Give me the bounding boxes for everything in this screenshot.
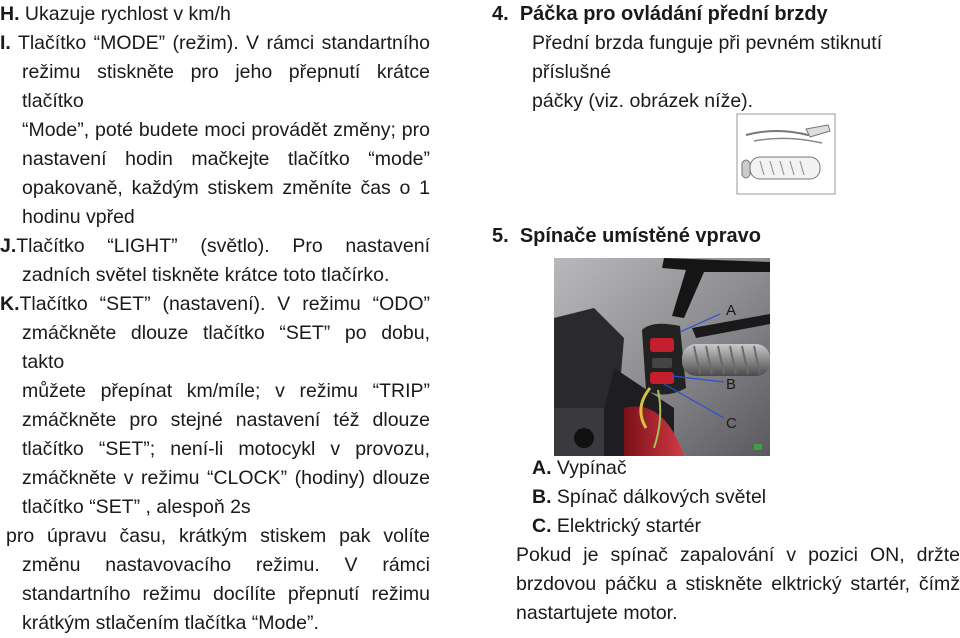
tail-paragraph	[0, 522, 430, 638]
right-switch-photo	[554, 258, 770, 456]
item-i-line: Tlačítko “MODE” (režim). V rámci standartního	[17, 32, 430, 54]
callout-c: C	[726, 415, 737, 432]
item-i-letter: I.	[0, 32, 11, 54]
item-k-line: zmáčkněte v režimu “CLOCK” (hodiny) dlouze	[22, 467, 430, 489]
start-note-line: Pokud je spínač zapalování v pozici ON, držte	[516, 544, 960, 566]
item-k-letter: K.	[0, 293, 20, 315]
section-4-line: Přední brzda funguje při pevném stiknutí příslušné	[532, 32, 883, 83]
legend-text: Spínač dálkových světel	[556, 486, 767, 508]
item-j-letter: J.	[0, 235, 17, 257]
tail-line: krátkým stlačením tlačítka “Mode”.	[22, 612, 319, 634]
item-i-line: hodinu vpřed	[22, 206, 135, 228]
item-k-line: můžete přepínat km/míle; v režimu “TRIP”	[22, 380, 430, 402]
brake-lever-figure	[736, 113, 836, 195]
item-i-line: nastavení hodin mačkejte tlačítko “mode”	[22, 148, 430, 170]
start-note-line: brzdovou páčku a stiskněte elktrický startér, čímž	[516, 573, 960, 595]
legend-letter: A.	[532, 457, 552, 479]
legend-letter: C.	[532, 515, 552, 537]
item-j-line: zadních světel tiskněte krátce toto tlačírko.	[22, 264, 390, 286]
legend-item-c	[492, 512, 960, 541]
item-i-line: “Mode”, poté budete moci provádět změny; pro	[22, 119, 430, 141]
item-j-line: Tlačítko “LIGHT” (světlo). Pro nastavení	[16, 235, 430, 257]
item-h	[0, 0, 430, 29]
section-4-line: páčky (viz. obrázek níže).	[532, 90, 754, 112]
item-i-line: režimu stiskněte pro jeho přepnutí krátce tlačítko	[22, 61, 430, 112]
item-k-line: zmáčkněte dlouze tlačítko “SET” po dobu, takto	[22, 322, 430, 373]
item-k-line: tlačítko “SET” , alespoň 2s	[22, 496, 251, 518]
section-4-title: Páčka pro ovládání přední brzdy	[519, 3, 828, 25]
tail-line: pro úpravu času, krátkým stiskem pak volíte	[6, 525, 430, 547]
tail-line: standartního režimu docílíte přepnutí režimu	[22, 583, 430, 605]
item-i-line: opakovaně, každým stiskem změníte čas o 1	[22, 177, 430, 199]
item-h-letter: H.	[0, 3, 20, 25]
item-k-line: zmáčkněte pro stejné nastavení též dlouze	[22, 409, 430, 431]
legend-text: Vypínač	[556, 457, 627, 479]
item-k-line: Tlačítko “SET” (nastavení). V režimu “ODO”	[19, 293, 430, 315]
section-5-title: Spínače umístěné vpravo	[519, 225, 762, 247]
start-note-line: nastartujete motor.	[516, 602, 678, 624]
legend-letter: B.	[532, 486, 552, 508]
section-5-heading	[492, 222, 960, 251]
right-column	[492, 0, 960, 116]
item-i	[0, 29, 430, 232]
switch-legend	[492, 454, 960, 628]
legend-item-b	[492, 483, 960, 512]
item-k-line: tlačítko “SET”; není-li motocykl v provozu,	[22, 438, 430, 460]
callout-a: A	[726, 302, 737, 319]
section-4-number: 4.	[492, 3, 509, 25]
item-h-text: Ukazuje rychlost v km/h	[24, 3, 231, 25]
left-column	[0, 0, 430, 638]
section-5	[492, 222, 960, 251]
section-5-number: 5.	[492, 225, 509, 247]
section-4-heading	[492, 0, 960, 29]
legend-text: Elektrický startér	[556, 515, 702, 537]
tail-line: změnu nastavovacího režimu. V rámci	[22, 554, 430, 576]
item-k	[0, 290, 430, 522]
item-j	[0, 232, 430, 290]
legend-item-a	[492, 454, 960, 483]
start-note	[492, 541, 960, 628]
callout-b: B	[726, 376, 737, 393]
